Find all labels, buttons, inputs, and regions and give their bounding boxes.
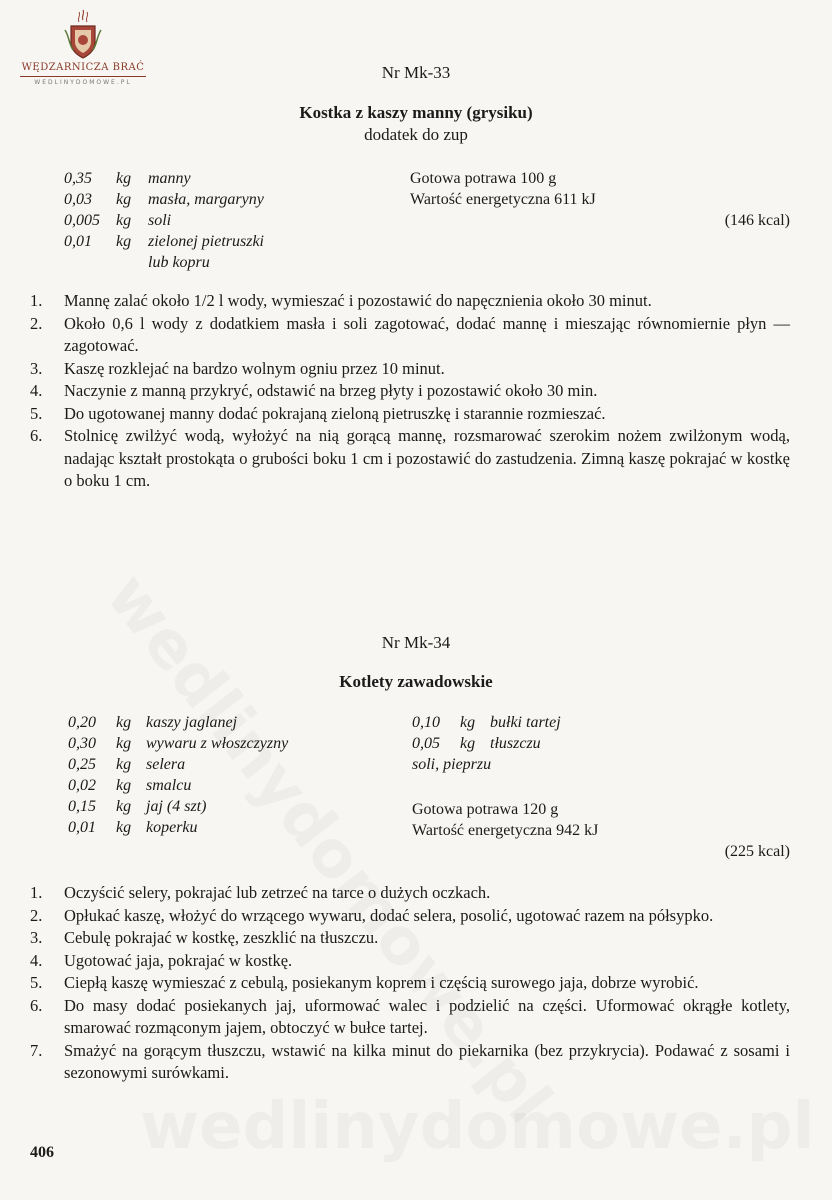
ingredient-row: 0,02 kg smalcu xyxy=(68,777,192,794)
step-item: 1. Oczyścić selery, pokrajać lub zetrzeć na tarce o dużych oczkach. xyxy=(30,883,491,902)
ingredient-row: 0,30 kg wywaru z włoszczyzny xyxy=(68,735,289,752)
ingredient-row: soli, pieprzu xyxy=(412,756,492,773)
recipe1-energy: Wartość energetyczna 611 kJ xyxy=(410,191,596,208)
recipe2-kcal: (225 kcal) xyxy=(724,843,790,860)
recipe2-number: Nr Mk-34 xyxy=(381,633,451,652)
ingredient-row: 0,01 kg koperku xyxy=(68,819,198,836)
ingredient-row: 0,35 kg manny xyxy=(64,170,191,187)
recipe2-title: Kotlety zawadowskie xyxy=(339,672,493,691)
recipe1-title: Kostka z kaszy manny (grysiku) xyxy=(299,103,533,122)
ingredient-row: 0,10 kg bułki tartej xyxy=(412,714,561,731)
step-item: 2. Około 0,6 l wody z dodatkiem masła i soli zagotować, dodać mannę i mieszając równomiernie płyn — zagotować. xyxy=(30,313,790,355)
ingredient-row: 0,20 kg kaszy jaglanej xyxy=(68,714,238,731)
ingredient-row: 0,25 kg selera xyxy=(68,756,186,773)
step-item: 6. Stolnicę zwilżyć wodą, wyłożyć na nią gorącą mannę, rozsmarować szerokim nożem zwilżonym wodą, nadając kształt prostokąta o grubości boku 1 cm i pozostawić do zastudzenia. Zimną kaszę pokrajać w kostkę o boku 1 cm. xyxy=(30,426,790,490)
step-item: 6. Do masy dodać posiekanych jaj, uformować walec i podzielić na części. Uformować okrągłe kotlety, smarować rozmąconym jajem, obtoczyć w bułce tartej. xyxy=(30,995,790,1037)
recipe1-kcal: (146 kcal) xyxy=(724,212,790,229)
crest-icon xyxy=(63,8,103,60)
logo-subtext: WEDLINYDOMOWE.PL xyxy=(34,79,132,86)
ingredient-row: 0,005 kg soli xyxy=(64,212,172,229)
step-item: 5. Do ugotowanej manny dodać pokrajaną zieloną pietruszkę i starannie rozmieszać. xyxy=(30,403,606,423)
ingredient-row: lub kopru xyxy=(148,254,210,271)
recipe2-yield: Gotowa potrawa 120 g xyxy=(412,801,559,818)
ingredient-row: 0,03 kg masła, margaryny xyxy=(64,191,264,208)
recipe1-number: Nr Mk-33 xyxy=(381,63,451,82)
page-number: 406 xyxy=(30,1144,54,1161)
step-item: 3. Cebulę pokrajać w kostkę, zeszklić na tłuszczu. xyxy=(30,928,379,947)
recipe2-ingredients-left xyxy=(68,712,288,838)
recipe2-ingredients-right xyxy=(412,712,561,775)
recipe2-energy: Wartość energetyczna 942 kJ xyxy=(412,822,599,839)
recipe1-subtitle: dodatek do zup xyxy=(364,125,468,144)
ingredient-row: 0,01 kg zielonej pietruszki xyxy=(64,233,264,250)
recipe2-steps xyxy=(30,882,790,1085)
ingredient-row: 0,05 kg tłuszczu xyxy=(412,735,541,752)
step-item: 4. Naczynie z manną przykryć, odstawić na brzeg płyty i pozostawić około 30 min. xyxy=(30,381,598,400)
watermark-bottom xyxy=(140,1090,815,1164)
recipe1-ingredients xyxy=(64,168,264,273)
step-item: 4. Ugotować jaja, pokrajać w kostkę. xyxy=(30,950,293,970)
recipe1-steps xyxy=(30,290,790,493)
step-item: 3. Kaszę rozklejać na bardzo wolnym ogniu przez 10 minut. xyxy=(30,358,445,378)
step-item: 1. Mannę zalać około 1/2 l wody, wymieszać i pozostawić do napęcznienia około 30 minut. xyxy=(30,291,652,310)
logo-text: WĘDZARNICZA BRAĆ xyxy=(21,62,145,73)
step-item: 2. Opłukać kaszę, włożyć do wrzącego wywaru, dodać selera, posolić, ugotować razem na półsypko. xyxy=(30,905,714,925)
recipe1-yield: Gotowa potrawa 100 g xyxy=(410,170,557,187)
ingredient-row: 0,15 kg jaj (4 szt) xyxy=(68,798,207,815)
step-item: 7. Smażyć na gorącym tłuszczu, wstawić na kilka minut do piekarnika (bez przykrycia). Podawać z sosami i sezonowymi surówkami. xyxy=(30,1040,790,1082)
step-item: 5. Ciepłą kaszę wymieszać z cebulą, posiekanym koprem i częścią surowego jaja, dobrze wyrobić. xyxy=(30,973,699,992)
